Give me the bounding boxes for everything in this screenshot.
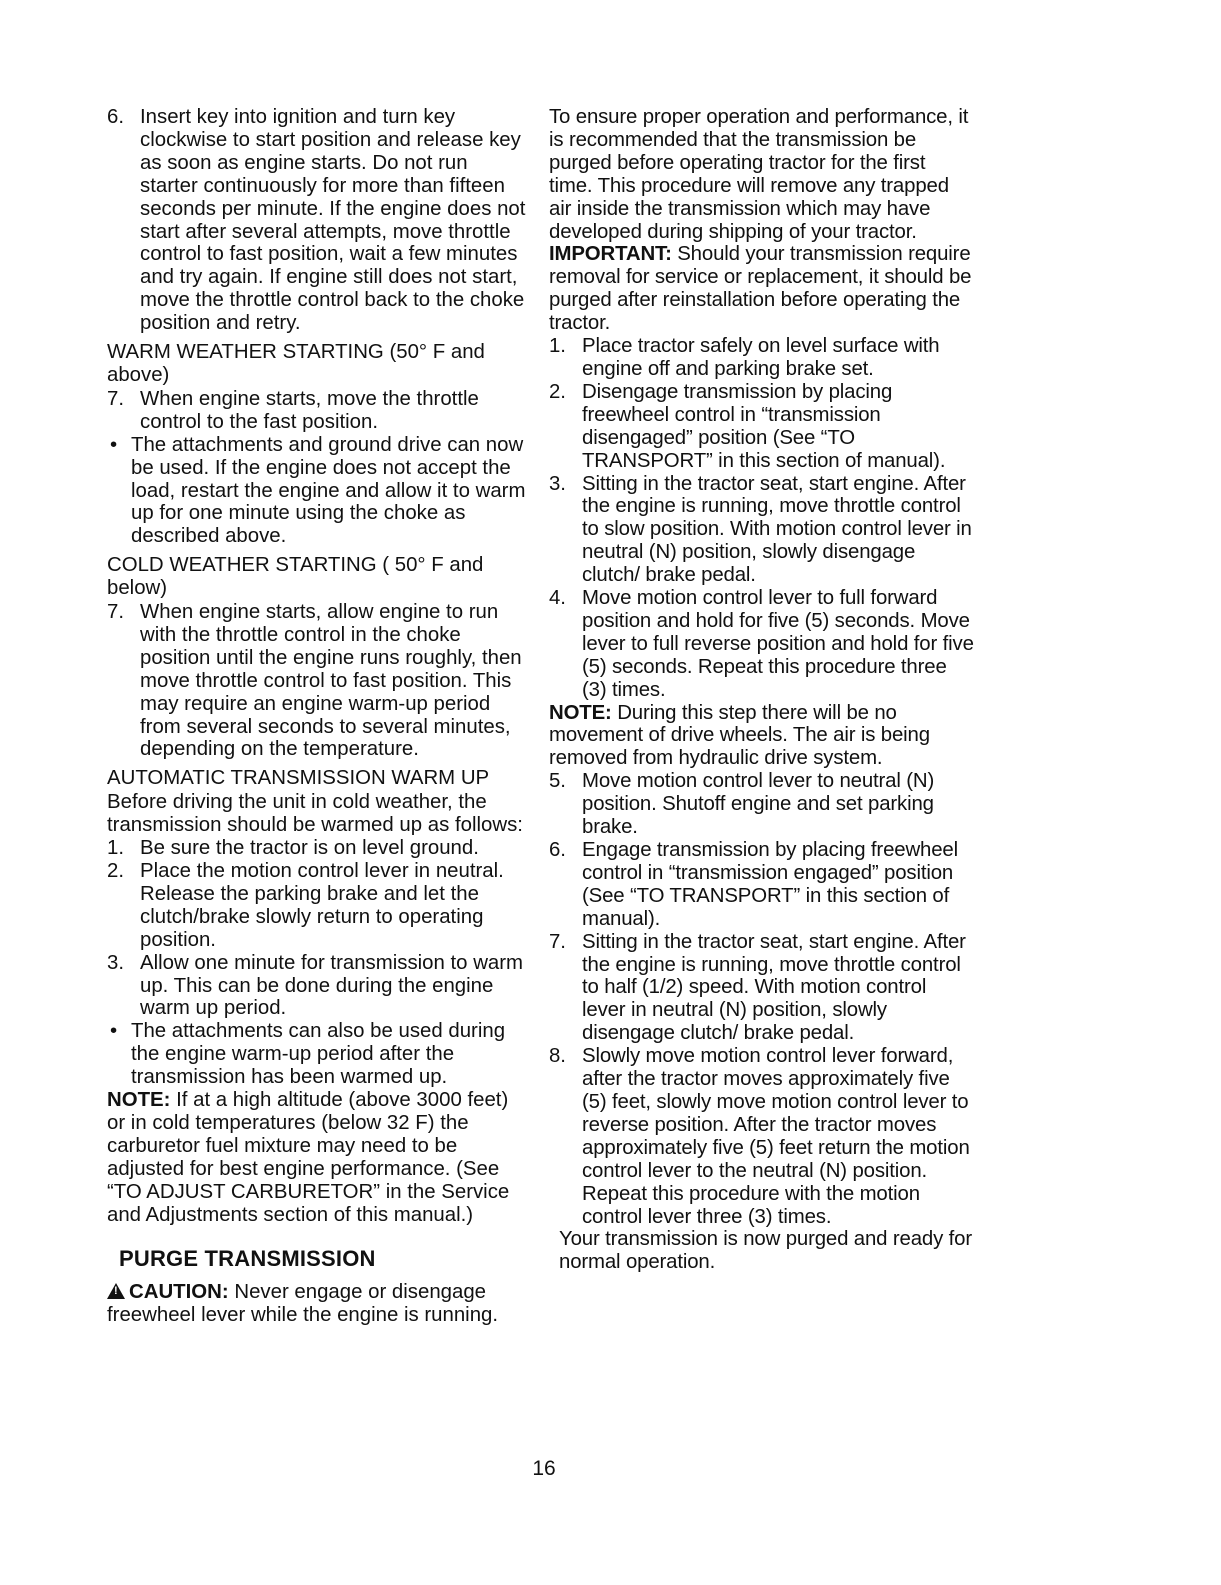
step-number: 2. bbox=[549, 380, 566, 403]
caution-block bbox=[107, 1281, 527, 1327]
note-text: During this step there will be no movement of drive wheels. The air is being removed from hydraulic drive system. bbox=[549, 701, 930, 770]
purge-step-4 bbox=[549, 587, 974, 702]
auto-transmission-intro: Before driving the unit in cold weather, the transmission should be warmed up as follows: bbox=[107, 791, 523, 837]
step-text: Sitting in the tractor seat, start engine. After the engine is running, move throttle control to slow position. With motion control lever in neutral (N) position, slowly disengage clutch/ brake pedal. bbox=[582, 472, 972, 587]
important-text: Should your transmission require removal for service or replacement, it should be purged after reinstallation before operating the tractor. bbox=[549, 243, 972, 335]
auto-transmission-heading: AUTOMATIC TRANSMISSION WARM UP bbox=[107, 767, 490, 790]
step-text: Engage transmission by placing freewheel control in “transmission engaged” position (See “TO TRANSPORT” in this section of manual). bbox=[582, 839, 958, 930]
important-label: IMPORTANT: bbox=[549, 243, 672, 266]
purge-transmission-heading: PURGE TRANSMISSION bbox=[119, 1245, 376, 1271]
step-number: 6. bbox=[549, 839, 566, 861]
note-label: NOTE: bbox=[107, 1089, 171, 1112]
step-number: 7. bbox=[549, 930, 566, 953]
step-number: 5. bbox=[549, 770, 566, 793]
step-text: Slowly move motion control lever forward, after the tractor moves approximately five (5) feet, slowly move motion control lever to reverse position. After the tractor moves approximately five (5) feet return the motion control lever to the neutral (N) position. Repeat this procedure with the motion control lever three (3) times. bbox=[582, 1045, 970, 1228]
step-number: 3. bbox=[549, 472, 566, 495]
step-text: Sitting in the tractor seat, start engine. After the engine is running, move throttle control to half (1/2) speed. With motion control lever in neutral (N) position, slowly disengage clutch/ brake pedal. bbox=[582, 930, 966, 1045]
start-step-6 bbox=[107, 106, 527, 335]
purge-intro: To ensure proper operation and performance, it is recommended that the transmission be purged before operating tractor for the first time. This procedure will remove any trapped air inside the transmission which may have developed during shipping of your tractor. bbox=[549, 106, 969, 243]
warm-bullet bbox=[107, 434, 527, 549]
purge-step-6 bbox=[549, 839, 974, 931]
step-number: 7. bbox=[107, 387, 125, 410]
note-label: NOTE: bbox=[549, 701, 612, 724]
warning-triangle-icon bbox=[107, 1283, 125, 1299]
step-text: Disengage transmission by placing freewheel control in “transmission disengaged” position (See “TO TRANSPORT” in this section of manual). bbox=[582, 380, 946, 472]
auto-step-1 bbox=[107, 837, 527, 860]
purge-step-7 bbox=[549, 931, 974, 1046]
step-text: Be sure the tractor is on level ground. bbox=[140, 837, 479, 860]
step-number: 3. bbox=[107, 951, 125, 974]
step-text: Place the motion control lever in neutral. Release the parking brake and let the clutch/brake slowly return to operating position. bbox=[140, 860, 504, 951]
purge-step-8 bbox=[549, 1045, 974, 1228]
auto-step-2 bbox=[107, 860, 527, 952]
step-number: 6. bbox=[107, 106, 125, 128]
bullet-text: The attachments can also be used during the engine warm-up period after the transmission has been warmed up. bbox=[131, 1020, 506, 1089]
bullet-mark: • bbox=[110, 1020, 118, 1043]
bullet-mark: • bbox=[110, 433, 118, 456]
auto-bullet bbox=[107, 1020, 527, 1089]
cold-step-7 bbox=[107, 601, 527, 761]
purge-step-3 bbox=[549, 473, 974, 588]
note-text: If at a high altitude (above 3000 feet) or in cold temperatures (below 32 F) the carburetor fuel mixture may need to be adjusted for best engine performance. (See “TO ADJUST CARBURETOR” in the Service and Adjustments section of this manual.) bbox=[107, 1089, 510, 1226]
altitude-note bbox=[107, 1089, 527, 1226]
warm-weather-heading: WARM WEATHER STARTING (50° F and above) bbox=[107, 341, 485, 386]
purge-closing: Your transmission is now purged and ready for normal operation. bbox=[559, 1228, 972, 1274]
step-text: When engine starts, move the throttle control to the fast position. bbox=[140, 387, 479, 433]
step-number: 2. bbox=[107, 860, 125, 882]
warm-step-7 bbox=[107, 388, 527, 434]
purge-step-5 bbox=[549, 770, 974, 839]
step-number: 8. bbox=[549, 1045, 566, 1068]
important-block bbox=[549, 243, 974, 335]
left-column bbox=[107, 106, 527, 1327]
auto-step-3 bbox=[107, 952, 527, 1021]
purge-step-2 bbox=[549, 381, 974, 473]
step-text: Place tractor safely on level surface with engine off and parking brake set. bbox=[582, 335, 940, 380]
cold-weather-heading: COLD WEATHER STARTING ( 50° F and below) bbox=[107, 554, 484, 600]
purge-step-1 bbox=[549, 335, 974, 381]
step-text: Move motion control lever to full forward position and hold for five (5) seconds. Move lever to full reverse position and hold for five (5) seconds. Repeat this procedure three (3) times. bbox=[582, 587, 974, 701]
bullet-text: The attachments and ground drive can now be used. If the engine does not accept the load, restart the engine and allow it to warm up for one minute using the choke as described above. bbox=[131, 433, 526, 548]
step-text: When engine starts, allow engine to run with the throttle control in the choke position until the engine runs roughly, then move throttle control to fast position. This may require an engine warm-up period from several seconds to several minutes, depending on the temperature. bbox=[140, 601, 522, 761]
step-number: 1. bbox=[549, 335, 566, 358]
step-text: Allow one minute for transmission to warm up. This can be done during the engine warm up period. bbox=[140, 951, 524, 1020]
step-number: 7. bbox=[107, 601, 125, 624]
step-number: 4. bbox=[549, 587, 566, 610]
drive-wheels-note bbox=[549, 702, 974, 771]
step-text: Insert key into ignition and turn key clockwise to start position and release key as soon as engine starts. Do not run starter continuously for more than fifteen seconds per minute. If the engine does not start after several attempts, move throttle control to fast position, wait a few minutes and try again. If engine still does not start, move the throttle control back to the choke position and retry. bbox=[140, 106, 526, 335]
step-text: Move motion control lever to neutral (N) position. Shutoff engine and set parking brake. bbox=[582, 770, 935, 839]
caution-text: Never engage or disengage freewheel lever while the engine is running. bbox=[107, 1281, 499, 1327]
page-number: 16 bbox=[532, 1457, 556, 1480]
right-column bbox=[549, 106, 974, 1274]
caution-label: CAUTION: bbox=[129, 1281, 229, 1304]
step-number: 1. bbox=[107, 837, 125, 860]
